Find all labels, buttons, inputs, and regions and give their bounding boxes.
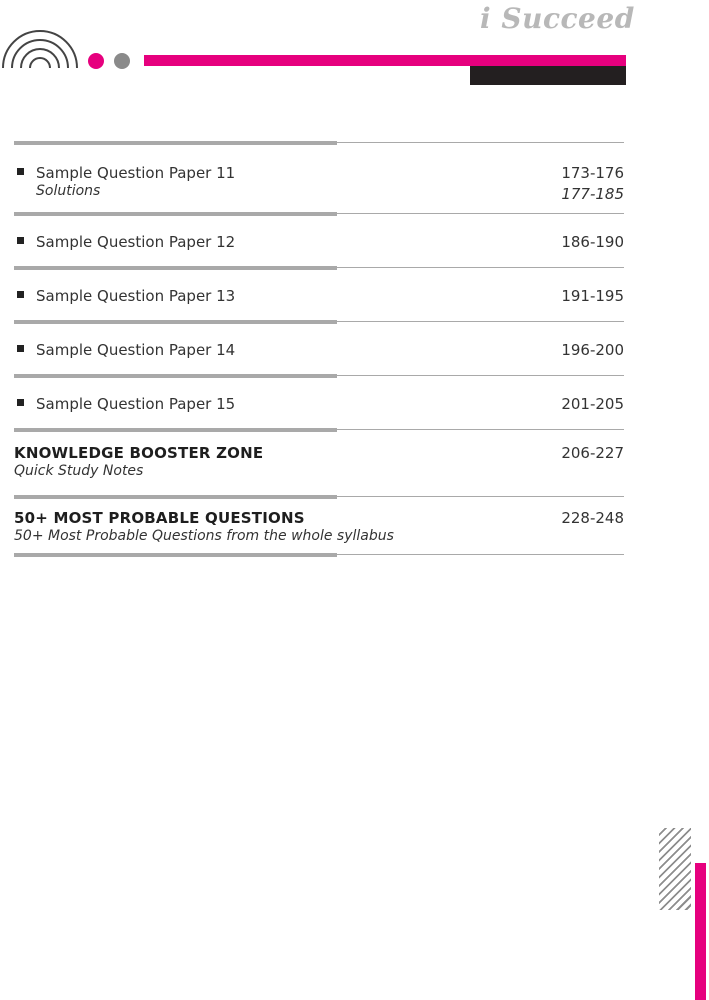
toc-entry-sqp-14[interactable] <box>14 324 624 374</box>
entry-title: Sample Question Paper 15 <box>36 395 236 413</box>
section-title: 50+ MOST PROBABLE QUESTIONS <box>14 509 305 527</box>
entry-title: Sample Question Paper 12 <box>36 233 236 251</box>
page-range: 191-195 <box>561 287 624 305</box>
pink-dot-decoration <box>88 53 104 69</box>
toc-entry-sqp-11[interactable] <box>14 145 624 212</box>
square-bullet-icon <box>17 168 24 175</box>
square-bullet-icon <box>17 237 24 244</box>
page-range: 196-200 <box>561 341 624 359</box>
entry-title: Sample Question Paper 11 <box>36 164 236 182</box>
toc-entry-sqp-12[interactable] <box>14 216 624 266</box>
toc-entry-sqp-13[interactable] <box>14 270 624 320</box>
hatched-decoration <box>659 828 691 910</box>
entry-title: Sample Question Paper 14 <box>36 341 236 359</box>
entry-subtitle: Solutions <box>36 183 101 199</box>
square-bullet-icon <box>17 399 24 406</box>
section-subtitle: Quick Study Notes <box>14 463 144 479</box>
page-range: 201-205 <box>561 395 624 413</box>
toc-section-knowledge-booster[interactable] <box>14 432 624 495</box>
section-subtitle: 50+ Most Probable Questions from the whole syllabus <box>14 528 394 544</box>
toc-section-most-probable[interactable] <box>14 499 624 553</box>
divider <box>14 553 624 557</box>
table-of-contents <box>14 141 624 557</box>
page-range: 173-176 <box>561 164 624 182</box>
toc-entry-sqp-15[interactable] <box>14 378 624 428</box>
page-range: 186-190 <box>561 233 624 251</box>
header-black-bar <box>470 66 626 85</box>
concentric-arcs-icon <box>0 28 82 70</box>
square-bullet-icon <box>17 345 24 352</box>
brand-logo: i Succeed <box>480 2 635 35</box>
square-bullet-icon <box>17 291 24 298</box>
side-pink-bar <box>695 863 706 1000</box>
gray-dot-decoration <box>114 53 130 69</box>
page-range: 206-227 <box>561 444 624 462</box>
section-title: KNOWLEDGE BOOSTER ZONE <box>14 444 264 462</box>
sub-page-range: 177-185 <box>561 185 624 203</box>
page-range: 228-248 <box>561 509 624 527</box>
entry-title: Sample Question Paper 13 <box>36 287 236 305</box>
header-pink-bar <box>144 55 626 66</box>
